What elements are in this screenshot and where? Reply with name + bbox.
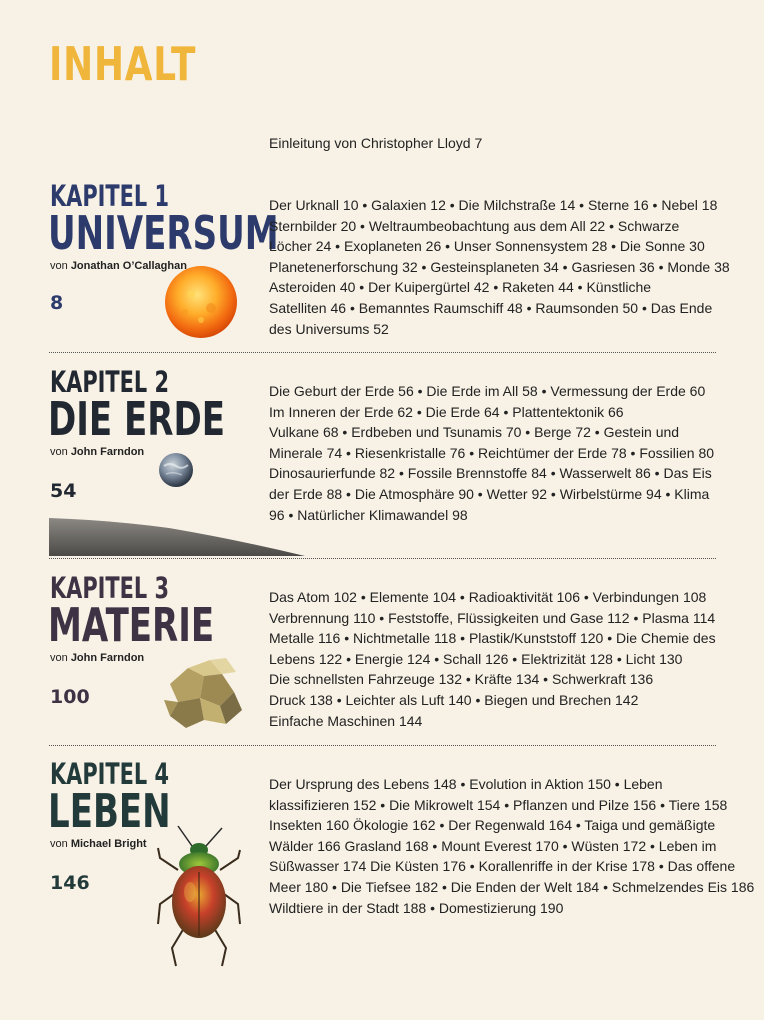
toc-line: Süßwasser 174 Die Küsten 176 • Korallenriffe in der Krise 178 • Das offene [269, 858, 736, 875]
lunar-surface-image [49, 518, 305, 556]
toc-line: 96 • Natürlicher Klimawandel 98 [269, 506, 468, 523]
chapter-1-label: KAPITEL 1 [50, 179, 170, 213]
chapter-3-author: von John Farndon [50, 652, 145, 664]
chapter-1-contents [269, 195, 729, 339]
section-divider [49, 352, 716, 353]
toc-line: Druck 138 • Leichter als Luft 140 • Biegen und Brechen 142 [269, 691, 639, 708]
chapter-4-author: von Michael Bright [50, 838, 147, 850]
toc-line: Löcher 24 • Exoplaneten 26 • Unser Sonnensystem 28 • Die Sonne 30 [269, 238, 705, 255]
chapter-3-author-name: John Farndon [70, 652, 145, 664]
toc-line: Planetenerforschung 32 • Gesteinsplaneten 34 • Gasriesen 36 • Monde 38 [269, 258, 730, 275]
toc-line: Minerale 74 • Riesenkristalle 76 • Reichtümer der Erde 78 • Fossilien 80 [269, 444, 715, 461]
chapter-2-author-name: John Farndon [70, 446, 145, 458]
chapter-4-label: KAPITEL 4 [50, 757, 170, 791]
toc-line: Satelliten 46 • Bemanntes Raumschiff 48 • Raumsonden 50 • Das Ende [269, 299, 713, 316]
toc-line: des Universums 52 [269, 320, 389, 337]
toc-line: Asteroiden 40 • Der Kuipergürtel 42 • Raketen 44 • Künstliche [269, 279, 652, 296]
chapter-3-page-number: 100 [50, 686, 90, 708]
toc-line: Die Geburt der Erde 56 • Die Erde im All 58 • Vermessung der Erde 60 [269, 383, 706, 399]
toc-line: Lebens 122 • Energie 124 • Schall 126 • Elektrizität 128 • Licht 130 [269, 650, 683, 667]
chapter-1-page-number: 8 [50, 292, 64, 314]
toc-line: Die schnellsten Fahrzeuge 132 • Kräfte 134 • Schwerkraft 136 [269, 671, 654, 688]
chapter-3-contents [269, 587, 729, 731]
toc-line: Meer 180 • Die Tiefsee 182 • Die Enden der Welt 184 • Schmelzendes Eis 186 [269, 878, 755, 895]
earth-image [158, 452, 194, 488]
chapter-2-author: von John Farndon [50, 446, 145, 458]
sun-image [163, 264, 239, 340]
chapter-2-label: KAPITEL 2 [50, 365, 170, 399]
chapter-1-title: UNIVERSUM [48, 206, 279, 260]
chapter-3-title: MATERIE [48, 598, 215, 652]
toc-line: Dinosaurierfunde 82 • Fossile Brennstoffe 84 • Wasserwelt 86 • Das Eis [269, 465, 712, 482]
chapter-4-page-number: 146 [50, 872, 90, 894]
toc-line: Im Inneren der Erde 62 • Die Erde 64 • Plattentektonik 66 [269, 403, 624, 420]
toc-line: klassifizieren 152 • Die Mikrowelt 154 • Pflanzen und Pilze 156 • Tiere 158 [269, 796, 728, 813]
toc-line: Sternbilder 20 • Weltraumbeobachtung aus dem All 22 • Schwarze [269, 217, 680, 234]
toc-line: Der Ursprung des Lebens 148 • Evolution in Aktion 150 • Leben [269, 776, 663, 792]
toc-line: Wälder 166 Grasland 168 • Mount Everest 170 • Wüsten 172 • Leben im [269, 837, 717, 854]
toc-line: Vulkane 68 • Erdbeben und Tsunamis 70 • Berge 72 • Gestein und [269, 424, 680, 441]
chapter-1-author-name: Jonathan O’Callaghan [70, 260, 187, 272]
introduction-entry: Einleitung von Christopher Lloyd 7 [269, 135, 483, 151]
beetle-image [156, 824, 242, 968]
toc-line: Das Atom 102 • Elemente 104 • Radioaktivität 106 • Verbindungen 108 [269, 589, 707, 605]
toc-line: Der Urknall 10 • Galaxien 12 • Die Milchstraße 14 • Sterne 16 • Nebel 18 [269, 197, 718, 213]
toc-line: der Erde 88 • Die Atmosphäre 90 • Wetter 92 • Wirbelstürme 94 • Klima [269, 485, 710, 502]
toc-line: Einfache Maschinen 144 [269, 712, 423, 729]
toc-line: Insekten 160 Ökologie 162 • Der Regenwald 164 • Taiga und gemäßigte [269, 817, 716, 834]
toc-line: Verbrennung 110 • Feststoffe, Flüssigkeiten und Gase 112 • Plasma 114 [269, 609, 716, 626]
chapter-1-author: von Jonathan O’Callaghan [50, 260, 187, 272]
chapter-2-page-number: 54 [50, 480, 77, 502]
toc-line: Wildtiere in der Stadt 188 • Domestizierung 190 [269, 899, 564, 916]
section-divider [49, 558, 716, 559]
chapter-2-title: DIE ERDE [48, 392, 225, 446]
chapter-4-contents [269, 774, 755, 918]
chapter-3-label: KAPITEL 3 [50, 571, 170, 605]
page-title: INHALT [49, 37, 197, 91]
pyrite-image [160, 654, 244, 736]
chapter-4-title: LEBEN [48, 784, 171, 838]
chapter-2-contents [269, 381, 729, 525]
chapter-4-author-name: Michael Bright [70, 838, 147, 850]
section-divider [49, 745, 716, 746]
toc-line: Metalle 116 • Nichtmetalle 118 • Plastik/Kunststoff 120 • Die Chemie des [269, 630, 716, 647]
